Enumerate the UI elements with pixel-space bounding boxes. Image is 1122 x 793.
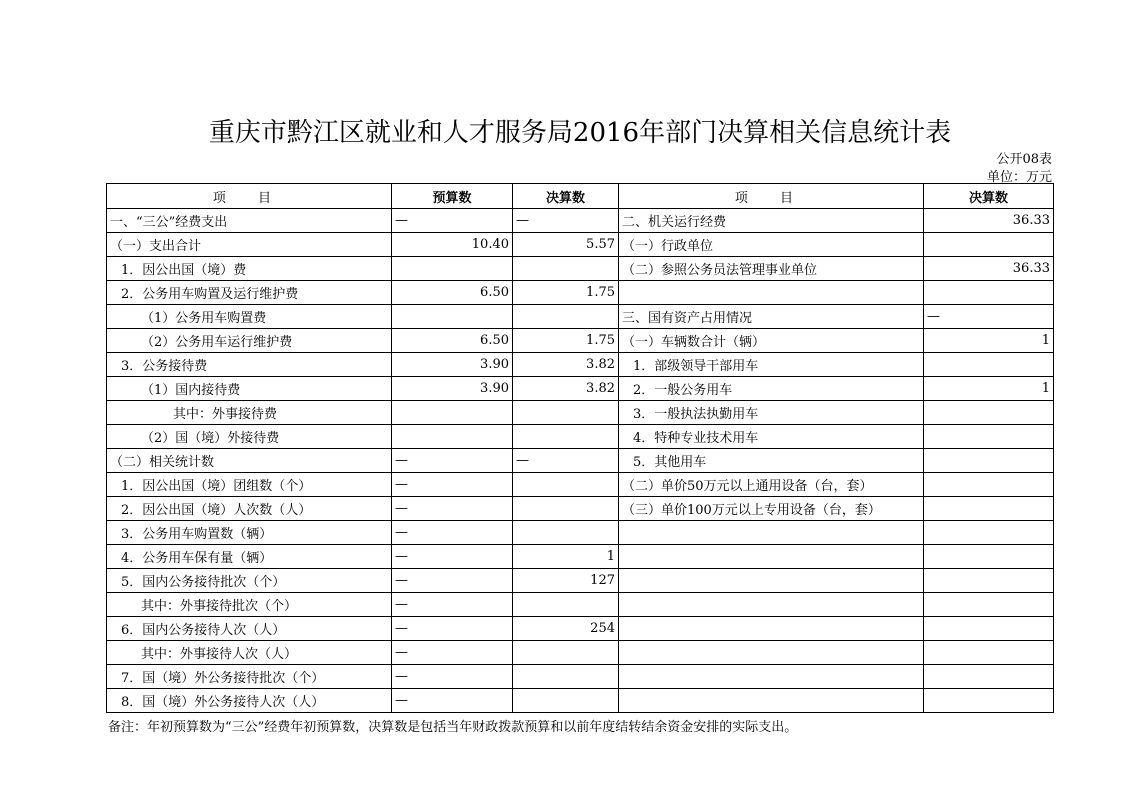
table-row [107, 257, 1054, 281]
row-actual-left [513, 689, 619, 713]
row-actual-left [513, 305, 619, 329]
row-actual-right: 1 [924, 329, 1054, 353]
row-item-left: （2）公务用车运行维护费 [107, 329, 392, 353]
header-budget: 预算数 [392, 184, 513, 209]
row-budget: 3.90 [392, 353, 513, 377]
table-row [107, 521, 1054, 545]
statistics-table [106, 183, 1054, 713]
table-row [107, 329, 1054, 353]
row-item-left: 1．因公出国（境）团组数（个） [107, 473, 392, 497]
row-item-right: 三、国有资产占用情况 [619, 305, 924, 329]
row-item-right: 2．一般公务用车 [619, 377, 924, 401]
row-item-left: （1）国内接待费 [107, 377, 392, 401]
row-item-left: 其中：外事接待费 [107, 401, 392, 425]
row-item-right: （二）单价50万元以上通用设备（台，套） [619, 473, 924, 497]
row-actual-right [924, 281, 1054, 305]
table-row [107, 569, 1054, 593]
row-item-left: 6．国内公务接待人次（人） [107, 617, 392, 641]
row-actual-right [924, 545, 1054, 569]
table-row [107, 665, 1054, 689]
row-budget: — [392, 689, 513, 713]
table-row [107, 401, 1054, 425]
row-budget: — [392, 545, 513, 569]
table-row [107, 641, 1054, 665]
table-row [107, 281, 1054, 305]
table-row [107, 497, 1054, 521]
row-actual-right [924, 449, 1054, 473]
header-item-right: 项 目 [619, 184, 924, 209]
row-item-right [619, 641, 924, 665]
row-item-left: 1．因公出国（境）费 [107, 257, 392, 281]
row-actual-left [513, 401, 619, 425]
row-item-right [619, 593, 924, 617]
row-actual-right: — [924, 305, 1054, 329]
row-budget: — [392, 449, 513, 473]
row-budget: — [392, 209, 513, 233]
row-item-left: （一）支出合计 [107, 233, 392, 257]
row-actual-right [924, 569, 1054, 593]
row-actual-left: 127 [513, 569, 619, 593]
row-budget: 6.50 [392, 329, 513, 353]
row-budget: — [392, 569, 513, 593]
row-item-left: 其中：外事接待批次（个） [107, 593, 392, 617]
row-actual-left: — [513, 449, 619, 473]
row-actual-right [924, 401, 1054, 425]
table-row [107, 233, 1054, 257]
row-actual-right [924, 617, 1054, 641]
row-budget [392, 257, 513, 281]
row-actual-left: 5.57 [513, 233, 619, 257]
row-actual-left [513, 473, 619, 497]
row-actual-right [924, 233, 1054, 257]
row-budget: — [392, 473, 513, 497]
row-item-right: （一）行政单位 [619, 233, 924, 257]
row-actual-right [924, 521, 1054, 545]
table-number: 公开08表 [996, 152, 1052, 167]
row-item-left: 7．国（境）外公务接待批次（个） [107, 665, 392, 689]
row-actual-right [924, 641, 1054, 665]
row-item-left: 8．国（境）外公务接待人次（人） [107, 689, 392, 713]
header-actual-left: 决算数 [513, 184, 619, 209]
row-budget: — [392, 497, 513, 521]
table-row [107, 353, 1054, 377]
row-actual-right [924, 665, 1054, 689]
row-actual-left [513, 665, 619, 689]
row-item-left: 2．因公出国（境）人次数（人） [107, 497, 392, 521]
table-row [107, 593, 1054, 617]
row-budget: — [392, 521, 513, 545]
row-item-right [619, 281, 924, 305]
row-actual-left [513, 425, 619, 449]
row-budget: — [392, 641, 513, 665]
table-row [107, 689, 1054, 713]
row-actual-left: 1.75 [513, 329, 619, 353]
row-item-right: （三）单价100万元以上专用设备（台，套） [619, 497, 924, 521]
header-actual-right: 决算数 [924, 184, 1054, 209]
row-actual-left [513, 593, 619, 617]
row-item-left: 一、“三公”经费支出 [107, 209, 392, 233]
row-item-left: 其中：外事接待人次（人） [107, 641, 392, 665]
table-row [107, 449, 1054, 473]
row-actual-left [513, 641, 619, 665]
row-actual-left: 254 [513, 617, 619, 641]
row-item-right: 3．一般执法执勤用车 [619, 401, 924, 425]
row-item-right: 1．部级领导干部用车 [619, 353, 924, 377]
row-actual-right [924, 593, 1054, 617]
header-item-left: 项 目 [107, 184, 392, 209]
row-item-right [619, 617, 924, 641]
row-item-left: 3．公务接待费 [107, 353, 392, 377]
row-item-right: 4．特种专业技术用车 [619, 425, 924, 449]
row-item-left: （二）相关统计数 [107, 449, 392, 473]
row-actual-right [924, 473, 1054, 497]
row-actual-left: 1 [513, 545, 619, 569]
row-item-right: （二）参照公务员法管理事业单位 [619, 257, 924, 281]
row-actual-left: 3.82 [513, 353, 619, 377]
row-actual-right: 36.33 [924, 257, 1054, 281]
row-actual-right: 1 [924, 377, 1054, 401]
row-actual-right: 36.33 [924, 209, 1054, 233]
row-item-right: 二、机关运行经费 [619, 209, 924, 233]
row-item-left: 2．公务用车购置及运行维护费 [107, 281, 392, 305]
row-actual-right [924, 425, 1054, 449]
row-budget: — [392, 593, 513, 617]
row-budget [392, 425, 513, 449]
row-actual-right [924, 497, 1054, 521]
row-item-left: （2）国（境）外接待费 [107, 425, 392, 449]
row-actual-left: 1.75 [513, 281, 619, 305]
row-budget [392, 401, 513, 425]
table-row [107, 545, 1054, 569]
row-item-left: 5．国内公务接待批次（个） [107, 569, 392, 593]
row-actual-right [924, 353, 1054, 377]
row-actual-left [513, 497, 619, 521]
row-item-left: 3．公务用车购置数（辆） [107, 521, 392, 545]
table-row [107, 473, 1054, 497]
table-row [107, 425, 1054, 449]
row-item-right [619, 665, 924, 689]
row-budget: 10.40 [392, 233, 513, 257]
row-actual-right [924, 689, 1054, 713]
row-actual-left: 3.82 [513, 377, 619, 401]
row-budget: — [392, 617, 513, 641]
table-row [107, 305, 1054, 329]
row-item-right [619, 545, 924, 569]
row-item-right [619, 521, 924, 545]
table-row [107, 209, 1054, 233]
row-budget: 6.50 [392, 281, 513, 305]
row-item-right: 5．其他用车 [619, 449, 924, 473]
row-budget: 3.90 [392, 377, 513, 401]
row-actual-left [513, 521, 619, 545]
footnote: 备注：年初预算数为“三公”经费年初预算数，决算数是包括当年财政拨款预算和以前年度结转结余资金安排的实际支出。 [108, 720, 798, 735]
page-title: 重庆市黔江区就业和人才服务局2016年部门决算相关信息统计表 [208, 118, 952, 148]
row-item-right: （一）车辆数合计（辆） [619, 329, 924, 353]
table-row [107, 377, 1054, 401]
row-item-right [619, 569, 924, 593]
row-actual-left: — [513, 209, 619, 233]
row-actual-left [513, 257, 619, 281]
table-header-row [107, 184, 1054, 209]
row-item-left: （1）公务用车购置费 [107, 305, 392, 329]
row-budget [392, 305, 513, 329]
row-budget: — [392, 665, 513, 689]
row-item-right [619, 689, 924, 713]
unit-label: 单位：万元 [986, 170, 1052, 185]
table-row [107, 617, 1054, 641]
row-item-left: 4．公务用车保有量（辆） [107, 545, 392, 569]
